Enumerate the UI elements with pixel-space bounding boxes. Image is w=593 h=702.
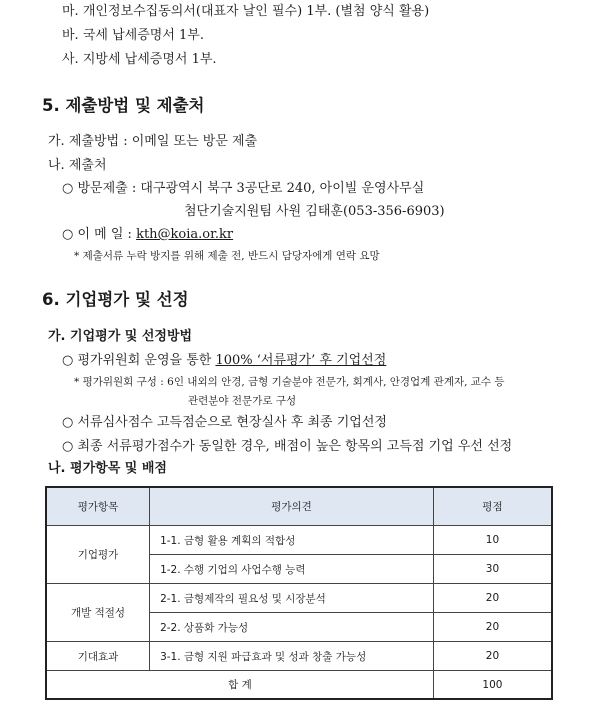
evaluation-items-heading	[48, 460, 167, 478]
item-text: 평가항목 및 배점	[70, 461, 167, 476]
visit-address: 대구광역시 북구 3공단로 240, 아이빌 운영사무실	[140, 181, 425, 196]
email-label: ○ 이 메 일 :	[62, 227, 137, 242]
section5-title: 5. 제출방법 및 제출처	[42, 96, 205, 115]
header-opinion: 평가의견	[150, 487, 434, 526]
category-cell: 개발 적절성	[46, 584, 150, 642]
table-total-row	[46, 671, 552, 700]
submission-method	[48, 133, 257, 151]
bullet-text: ○ 평가위원회 운영을 통한	[62, 353, 216, 368]
list-marker: 사.	[62, 52, 79, 67]
item-text: 기업평가 및 선정방법	[70, 329, 193, 344]
category-cell: 기대효과	[46, 642, 150, 671]
header-score: 평점	[433, 487, 552, 526]
item-cell: 2-2. 상품화 가능성	[150, 613, 434, 642]
email-link[interactable]: kth@koia.or.kr	[136, 227, 234, 242]
committee-note: * 평가위원회 구성 : 6인 내외의 안경, 금형 기술분야 전문가, 회계사, 안경업계 관계자, 교수 등	[74, 376, 505, 388]
item-marker: 가.	[48, 329, 66, 344]
item-marker: 가.	[48, 134, 65, 149]
header-category: 평가항목	[46, 487, 150, 526]
evaluation-bullet-3: ○ 최종 서류평가점수가 동일한 경우, 배점이 높은 항목의 고득점 기업 우선 선정	[62, 439, 513, 454]
table-row	[46, 642, 552, 671]
list-text: 개인정보수집동의서(대표자 날인 필수) 1부. (별첨 양식 활용)	[82, 4, 430, 19]
list-item-sa	[62, 51, 217, 69]
list-marker: 마.	[62, 4, 79, 19]
evaluation-table	[45, 486, 553, 700]
list-text: 국세 납세증명서 1부.	[82, 28, 204, 43]
total-score: 100	[433, 671, 552, 700]
visit-contact: 첨단기술지원팀 사원 김태훈(053-356-6903)	[184, 204, 445, 219]
item-marker: 나.	[48, 158, 65, 173]
list-marker: 바.	[62, 28, 79, 43]
item-marker: 나.	[48, 461, 66, 476]
score-cell: 20	[433, 584, 552, 613]
score-cell: 10	[433, 526, 552, 555]
section6-title: 6. 기업평가 및 선정	[42, 290, 189, 309]
score-cell: 30	[433, 555, 552, 584]
evaluation-bullet-2: ○ 서류심사점수 고득점순으로 현장실사 후 최종 기업선정	[62, 415, 387, 430]
table-row	[46, 526, 552, 555]
item-cell: 2-1. 금형제작의 필요성 및 시장분석	[150, 584, 434, 613]
submission-note: * 제출서류 누락 방지를 위해 제출 전, 반드시 담당자에게 연락 요망	[74, 250, 380, 262]
item-cell: 1-1. 금형 활용 계획의 적합성	[150, 526, 434, 555]
visit-label: ○ 방문제출 :	[62, 181, 141, 196]
category-cell: 기업평가	[46, 526, 150, 584]
list-item-ma	[62, 3, 429, 21]
evaluation-bullet-1	[62, 352, 386, 370]
email-submission	[62, 226, 233, 244]
visit-submission	[62, 180, 424, 198]
item-text: 제출처	[68, 158, 107, 173]
submission-place	[48, 157, 107, 175]
item-text: 제출방법 : 이메일 또는 방문 제출	[68, 134, 258, 149]
list-item-ba	[62, 27, 204, 45]
bullet-emphasis: 100% ‘서류평가’ 후 기업선정	[215, 353, 387, 368]
item-cell: 1-2. 수행 기업의 사업수행 능력	[150, 555, 434, 584]
score-cell: 20	[433, 613, 552, 642]
item-cell: 3-1. 금형 지원 파급효과 및 성과 창출 가능성	[150, 642, 434, 671]
total-label: 합 계	[46, 671, 433, 700]
list-text: 지방세 납세증명서 1부.	[82, 52, 217, 67]
table-header-row	[46, 487, 552, 526]
committee-note-cont: 관련분야 전문가로 구성	[188, 395, 297, 407]
evaluation-method	[48, 328, 192, 346]
score-cell: 20	[433, 642, 552, 671]
table-row	[46, 584, 552, 613]
